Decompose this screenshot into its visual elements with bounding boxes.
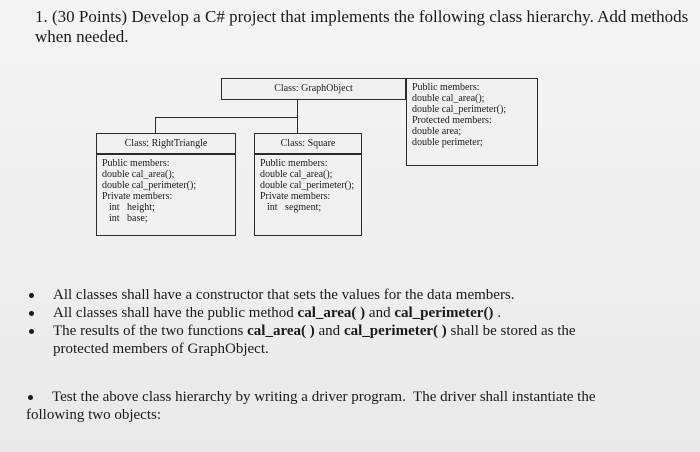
righttriangle-members-box (96, 154, 236, 236)
text-fragment: and (314, 323, 344, 339)
bullet-icon (29, 329, 34, 334)
connector-horizontal (155, 117, 298, 118)
text-fragment: protected members of GraphObject. (53, 341, 269, 357)
method-name: cal_perimeter() (394, 305, 494, 321)
text-fragment: All classes shall have the public method (53, 305, 298, 321)
square-member-line: Public members: (260, 158, 328, 169)
list-item-text (53, 322, 673, 358)
righttriangle-member-line: double cal_perimeter(); (102, 180, 197, 191)
graphobject-member-line: double cal_perimeter(); (412, 104, 507, 115)
righttriangle-member-line: int height; (109, 202, 155, 213)
method-name: cal_area( ) (247, 323, 315, 339)
list-item-text (53, 304, 673, 322)
graphobject-class-box (221, 78, 406, 100)
square-member-line: Private members: (260, 191, 331, 202)
text-fragment: . (493, 305, 501, 321)
graphobject-member-line: double cal_area(); (412, 93, 485, 104)
graphobject-class-title: Class: GraphObject (274, 83, 353, 94)
square-member-line: double cal_perimeter(); (260, 180, 355, 191)
driver-text-line-1: Test the above class hierarchy by writing a driver program. The driver shall instantiate the (52, 389, 596, 405)
square-member-line: int segment; (267, 202, 322, 213)
square-class-title: Class: Square (280, 138, 336, 149)
square-member-line: double cal_area(); (260, 169, 333, 180)
graphobject-members-box (406, 78, 538, 166)
text-fragment: shall be stored as the (446, 323, 576, 339)
righttriangle-class-title: Class: RightTriangle (124, 138, 208, 149)
righttriangle-member-line: Public members: (102, 158, 170, 169)
method-name: cal_perimeter( ) (343, 323, 447, 339)
bullet-icon (28, 395, 33, 400)
heading-line-2: when needed. (35, 27, 129, 46)
square-class-box (254, 133, 362, 154)
righttriangle-member-line: Private members: (102, 191, 173, 202)
connector-to-triangle (155, 117, 156, 133)
question-heading (35, 7, 689, 47)
bullet-icon (29, 311, 34, 316)
method-name: cal_area( ) (297, 305, 366, 321)
graphobject-member-line: Public members: (412, 82, 480, 93)
bullet-icon (29, 293, 34, 298)
righttriangle-class-box (96, 133, 236, 154)
graphobject-member-line: double perimeter; (412, 137, 483, 148)
text-fragment: The results of the two functions (53, 323, 248, 339)
righttriangle-member-line: int base; (109, 213, 148, 224)
list-item-driver (28, 388, 678, 424)
text-fragment: and (365, 305, 395, 321)
driver-text-line-2: following two objects: (26, 407, 161, 423)
square-members-box (254, 154, 362, 236)
connector-vertical-top (297, 99, 298, 117)
graphobject-member-line: double area; (412, 126, 462, 137)
connector-to-square (297, 117, 298, 133)
righttriangle-member-line: double cal_area(); (102, 169, 175, 180)
list-item-text: All classes shall have a constructor that sets the values for the data members. (53, 287, 515, 303)
heading-line-1: 1. (30 Points) Develop a C# project that implements the following class hierarchy. Add methods (35, 7, 689, 26)
graphobject-member-line: Protected members: (412, 115, 492, 126)
